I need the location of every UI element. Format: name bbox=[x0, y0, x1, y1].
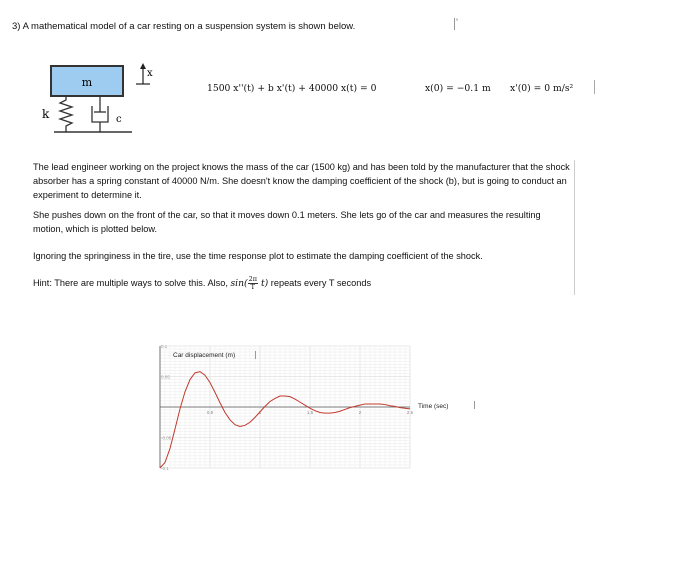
question-number: 3) bbox=[12, 21, 21, 32]
paragraph-experiment: She pushes down on the front of the car, so that it moves down 0.1 meters. She lets go of the car and measures the resulting motion, which is plotted below. bbox=[33, 210, 541, 234]
displacement-chart bbox=[155, 340, 485, 472]
question-text: A mathematical model of a car resting on a suspension system is shown below. bbox=[22, 21, 356, 32]
x-tick-label: 2 bbox=[358, 410, 362, 415]
paragraph-setup: The lead engineer working on the project knows the mass of the car (1500 kg) and has been told by the manufacturer that the shock absorber has a spring constant of 40000 N/m. She doesn't know the damping coefficient of the shock (b), but is going to conduct an experiment to determine it. bbox=[33, 162, 570, 200]
x-tick-label: 1.5 bbox=[306, 410, 314, 415]
hint-fraction bbox=[248, 276, 258, 291]
anchor-marker: ª bbox=[454, 18, 458, 32]
question-heading bbox=[12, 21, 355, 32]
chart-xlabel-marker bbox=[474, 401, 476, 409]
chart-title-marker bbox=[255, 351, 257, 359]
chart-ticks bbox=[161, 344, 414, 471]
text-margin-line bbox=[574, 160, 576, 295]
damper-label: c bbox=[116, 114, 122, 125]
hint-fraction-denominator: T bbox=[250, 283, 255, 291]
paragraph-task: Ignoring the springiness in the tire, use the time response plot to estimate the damping coefficient of the shock. bbox=[33, 251, 483, 261]
x-tick-label: 0.5 bbox=[206, 410, 214, 415]
initial-condition-position: x(0) = −0.1 m bbox=[425, 83, 491, 94]
chart-title: Car displacement (m) bbox=[173, 352, 236, 359]
hint-text: Hint: There are multiple ways to solve this. Also, bbox=[33, 277, 231, 288]
y-tick-label: -0.1 bbox=[161, 466, 169, 471]
suspension-diagram bbox=[36, 60, 166, 140]
x-label: x bbox=[147, 68, 153, 79]
y-tick-label: 0.05 bbox=[161, 374, 170, 380]
chart-xlabel: Time (sec) bbox=[418, 403, 449, 410]
paragraph-hint bbox=[33, 276, 573, 291]
hint-fraction-numerator: 2π bbox=[248, 275, 258, 283]
equation-ode: 1500 x''(t) + b x'(t) + 40000 x(t) = 0 bbox=[207, 83, 377, 94]
y-tick-label: 0.1 bbox=[161, 344, 168, 349]
hint-suffix: repeats every T seconds bbox=[268, 277, 372, 288]
equation-marker bbox=[594, 80, 596, 94]
spring-label: k bbox=[42, 107, 50, 121]
initial-condition-velocity: x'(0) = 0 m/s² bbox=[510, 83, 574, 94]
y-tick-label: -0.05 bbox=[161, 435, 172, 441]
hint-t: t) bbox=[258, 277, 269, 289]
x-tick-label: 1 bbox=[258, 410, 262, 415]
x-arrow-head bbox=[140, 63, 146, 69]
x-tick-label: 2.5 bbox=[406, 410, 414, 415]
mass-label: m bbox=[81, 76, 93, 89]
hint-sin: sin( bbox=[230, 277, 248, 289]
spring bbox=[60, 96, 72, 132]
